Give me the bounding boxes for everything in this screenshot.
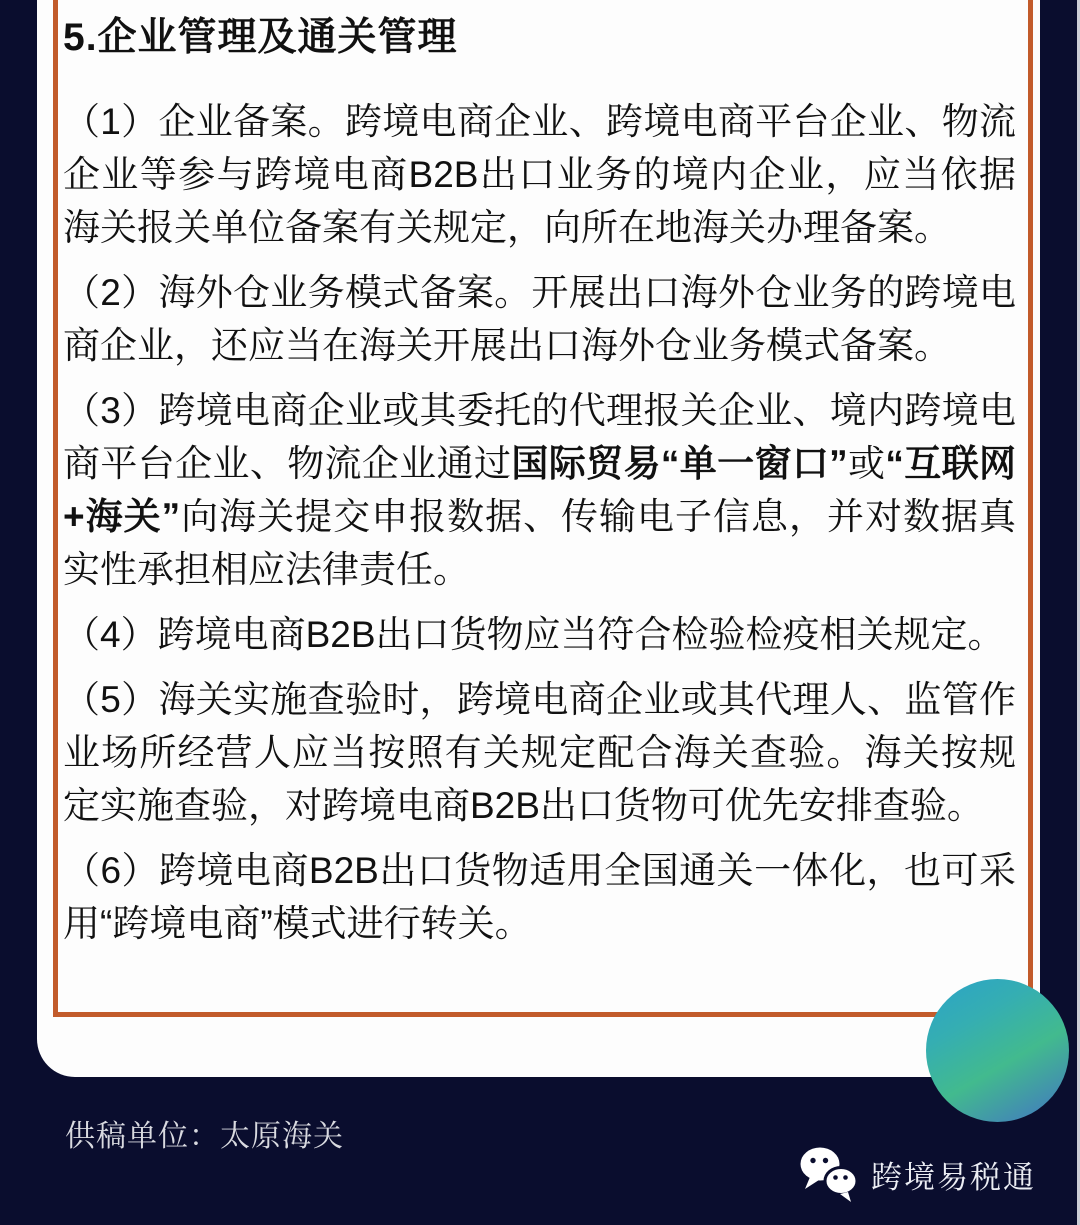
brand-logo [799, 1145, 1036, 1210]
paragraph: （2）海外仓业务模式备案。开展出口海外仓业务的跨境电商企业，还应当在海关开展出口海外仓业务模式备案。 [63, 272, 1016, 366]
gradient-sphere-decoration [926, 979, 1069, 1122]
brand-name: 跨境易税通 [871, 1159, 1036, 1195]
section-title: 5.企业管理及通关管理 [63, 16, 458, 59]
paragraph: （1）企业备案。跨境电商企业、跨境电商平台企业、物流企业等参与跨境电商B2B出口业务的境内企业，应当依据海关报关单位备案有关规定，向所在地海关办理备案。 [63, 101, 1016, 248]
article-card [37, 0, 1040, 1077]
article-content [63, 0, 1016, 950]
paragraph: （3）跨境电商企业或其委托的代理报关企业、境内跨境电商平台企业、物流企业通过国际贸易“单一窗口”或“互联网+海关”向海关提交申报数据、传输电子信息，并对数据真实性承担相应法律责任。 [63, 390, 1017, 590]
credit-label: 供稿单位：太原海关 [65, 1120, 344, 1153]
paragraph: （6）跨境电商B2B出口货物适用全国通关一体化，也可采用“跨境电商”模式进行转关。 [63, 850, 1016, 944]
paragraph: （4）跨境电商B2B出口货物应当符合检验检疫相关规定。 [63, 614, 1005, 655]
paragraph: （5）海关实施查验时，跨境电商企业或其代理人、监管作业场所经营人应当按照有关规定配合海关查验。海关按规定实施查验，对跨境电商B2B出口货物可优先安排查验。 [63, 679, 1016, 826]
paragraph-list [63, 95, 1016, 950]
wechat-bubbles-icon [799, 1145, 861, 1210]
